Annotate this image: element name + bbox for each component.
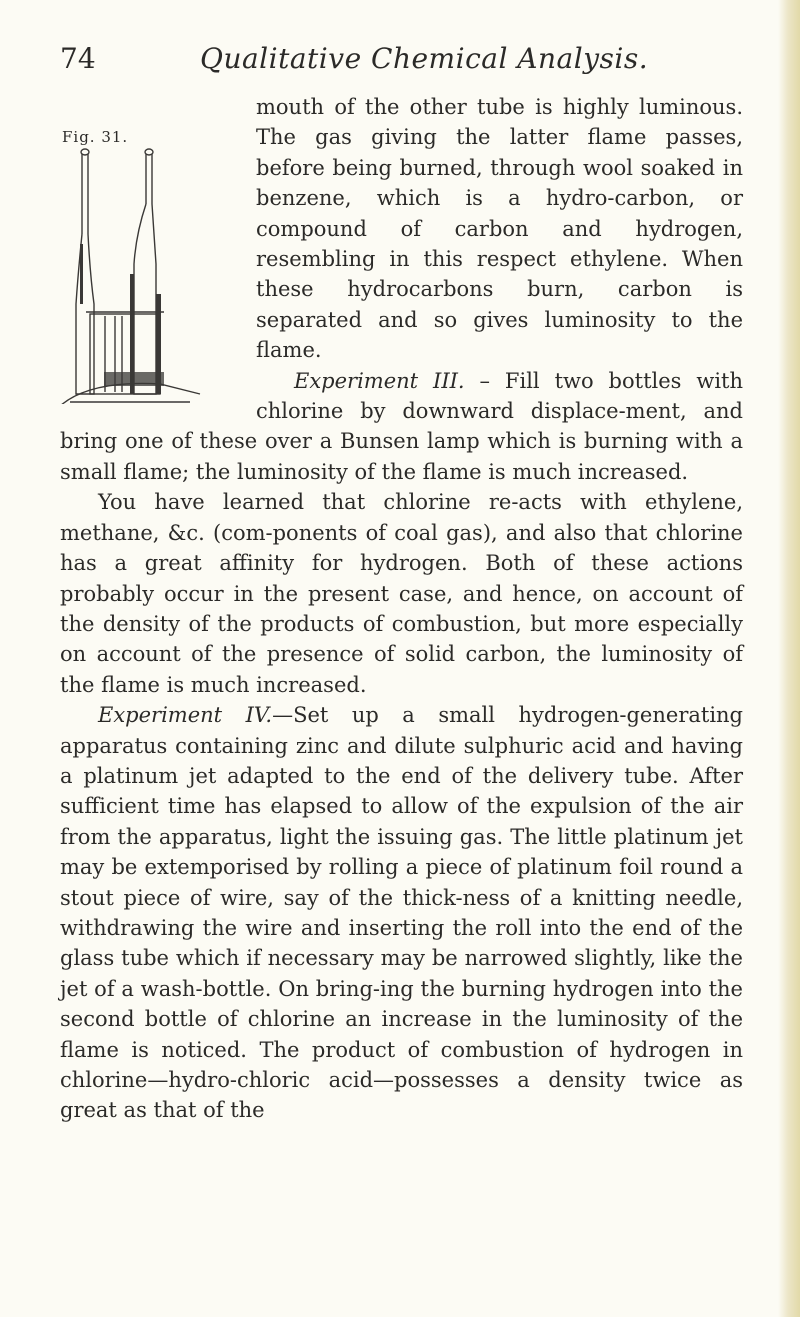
figure-label: Fig. 31. bbox=[62, 128, 129, 146]
page-header bbox=[60, 42, 740, 82]
body-text bbox=[60, 92, 743, 1126]
page-edge bbox=[778, 0, 800, 1317]
running-title: Qualitative Chemical Analysis. bbox=[200, 42, 649, 75]
paragraph-experiment-4 bbox=[60, 700, 743, 1126]
experiment-3-text: – Fill two bottles with chlorine by downward displace-ment, and bring one of these over a Bunsen lamp which is burning with a small flame; the luminosity of the flame is much increased. bbox=[60, 368, 743, 484]
page-number: 74 bbox=[60, 42, 96, 75]
figure-31 bbox=[60, 92, 238, 412]
experiment-4-text: —Set up a small hydrogen-generating apparatus containing zinc and dilute sulphuric acid and having a platinum jet adapted to the end of the delivery tube. After sufficient time has elapsed to allow of the expulsion of the air from the apparatus, light the issuing gas. The little platinum jet may be extemporised by rolling a piece of platinum foil round a stout piece of wire, say of the thick-ness of a knitting needle, withdrawing the wire and inserting the roll into the end of the glass tube which if necessary may be narrowed slightly, like the jet of a wash-bottle. On bring-ing the burning hydrogen into the second bottle of chlorine an increase in the luminosity of the flame is noticed. The product of combustion of hydrogen in chlorine—hydro-chloric acid—possesses a density twice as great as that of the bbox=[60, 703, 743, 1123]
paragraph-chlorine-reaction: You have learned that chlorine re-acts with ethylene, methane, &c. (com-ponents of coal gas), and also that chlorine has a great affinity for hydrogen. Both of these actions probably occur in the present case, and hence, on account of the density of the products of combustion, but more especially on account of the presence of solid carbon, the luminosity of the flame is much increased. bbox=[60, 490, 743, 697]
experiment-4-heading: Experiment IV. bbox=[98, 703, 273, 728]
two-tube-apparatus-illustration bbox=[60, 144, 238, 404]
experiment-3-heading: Experiment III. bbox=[294, 368, 465, 393]
paragraph-continuation: mouth of the other tube is highly luminous. The gas giving the latter flame passes, before being burned, through wool soaked in benzene, which is a hydro-carbon, or compound of carbon and hydrogen, resembling in this respect ethylene. When these hydrocarbons burn, carbon is separated and so gives luminosity to the flame. bbox=[256, 95, 743, 363]
